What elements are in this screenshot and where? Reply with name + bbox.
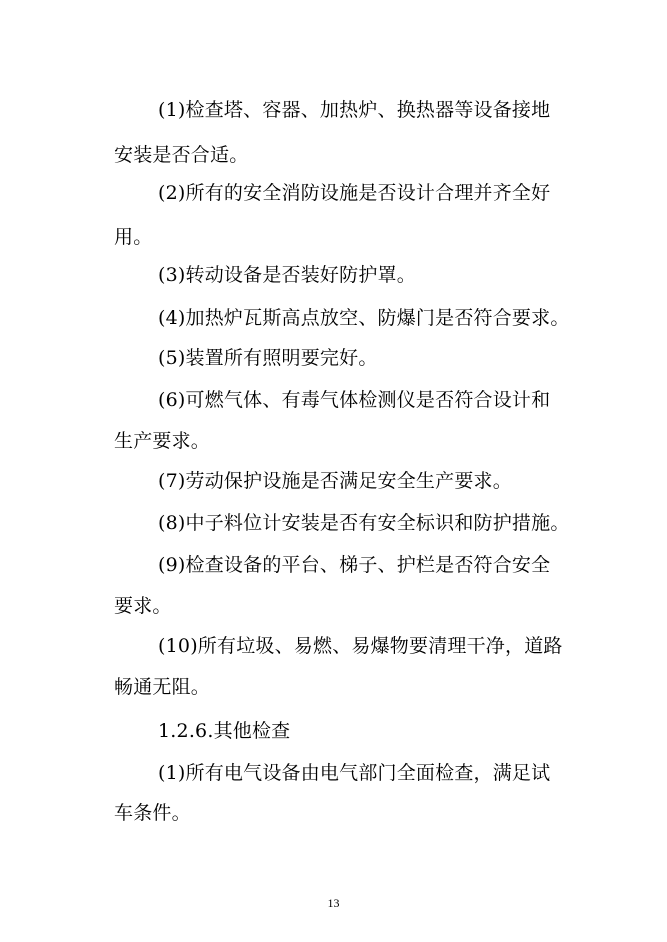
item-7: (7)劳动保护设施是否满足安全生产要求。 (158, 470, 512, 492)
item-10-line-1: (10)所有垃圾、易燃、易爆物要清理干净，道路 (158, 635, 563, 657)
page-number: 13 (327, 896, 340, 910)
item-6-line-2: 生产要求。 (114, 430, 211, 452)
item-10-line-2: 畅通无阻。 (114, 676, 211, 698)
section-item-1-line-2: 车条件。 (114, 802, 191, 824)
section-item-1-line-1: (1)所有电气设备由电气部门全面检查，满足试 (158, 762, 551, 784)
item-9-line-1: (9)检查设备的平台、梯子、护栏是否符合安全 (158, 554, 551, 576)
section-heading: 1.2.6.其他检查 (158, 720, 291, 742)
item-2-line-2: 用。 (114, 226, 153, 248)
item-6-line-1: (6)可燃气体、有毒气体检测仪是否符合设计和 (158, 389, 551, 411)
item-2-line-1: (2)所有的安全消防设施是否设计合理并齐全好 (158, 182, 551, 204)
item-3: (3)转动设备是否装好防护罩。 (158, 264, 416, 286)
item-1-line-1: (1)检查塔、容器、加热炉、换热器等设备接地 (158, 99, 551, 121)
item-8: (8)中子料位计安装是否有安全标识和防护措施。 (158, 512, 570, 534)
item-4: (4)加热炉瓦斯高点放空、防爆门是否符合要求。 (158, 307, 570, 329)
item-5: (5)装置所有照明要完好。 (158, 347, 378, 369)
item-9-line-2: 要求。 (114, 595, 172, 617)
item-1-line-2: 安装是否合适。 (114, 144, 249, 166)
